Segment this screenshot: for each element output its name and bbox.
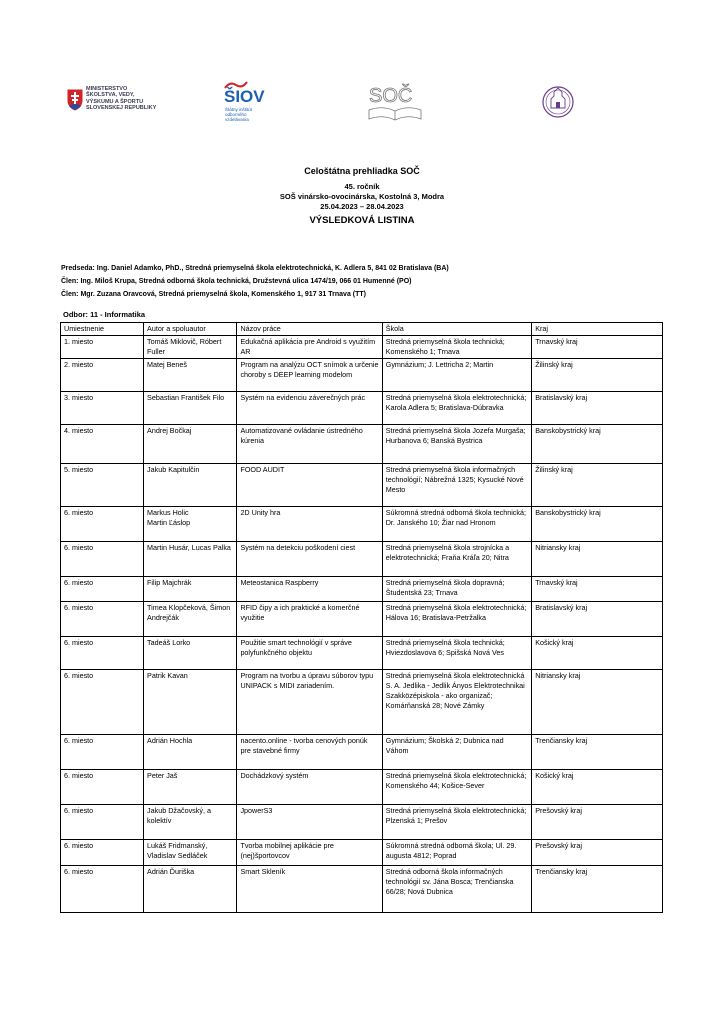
- cell-school: Stredná priemyselná škola dopravná; Študentská 23; Trnava: [382, 577, 531, 602]
- cell-work-title: RFID čipy a ich praktické a komerčné využitie: [237, 602, 382, 637]
- slovak-coat-of-arms-icon: [66, 88, 84, 112]
- table-row: [61, 840, 663, 866]
- cell-region: Bratislavský kraj: [532, 602, 663, 637]
- svg-text:SOČ: SOČ: [369, 85, 413, 107]
- cell-region: Trnavský kraj: [532, 336, 663, 359]
- table-row: [61, 770, 663, 805]
- cell-region: Nitriansky kraj: [532, 542, 663, 577]
- table-row: [61, 866, 663, 913]
- soc-book-icon: [363, 80, 427, 126]
- cell-school: Stredná priemyselná škola strojnícka a elektrotechnická; Fraňa Kráľa 20; Nitra: [382, 542, 531, 577]
- cell-school: Stredná priemyselná škola Jozefa Murgaša; Hurbanova 6; Banská Bystrica: [382, 425, 531, 464]
- seal-icon: [541, 80, 575, 126]
- header-author: Autor a spoluautor: [144, 323, 237, 336]
- cell-school: Súkromná stredná odborná škola technická; Dr. Janského 10; Žiar nad Hronom: [382, 507, 531, 542]
- cell-work-title: Systém na evidenciu záverečných prác: [237, 392, 382, 425]
- cell-school: Stredná priemyselná škola elektrotechnická; Komenského 44; Košice-Sever: [382, 770, 531, 805]
- committee-member: Člen: Ing. Miloš Krupa, Stredná odborná škola technická, Družstevná ulica 1474/19, 066 01 Humenné (PO): [61, 278, 412, 285]
- table-row: [61, 805, 663, 840]
- table-row: [61, 670, 663, 735]
- siov-logo-subtext: Štátny inštitút odborného vzdelávania: [225, 107, 253, 122]
- cell-placement: 6. miesto: [61, 866, 144, 913]
- header-region: Kraj: [532, 323, 663, 336]
- cell-author: Tomáš Miklovič, Róbert Fuller: [144, 336, 237, 359]
- committee-chair: Predseda: Ing. Daniel Adamko, PhD., Stredná priemyselná škola elektrotechnická, K. Adlera 5, 841 02 Bratislava (BA): [61, 265, 449, 272]
- cell-work-title: Edukačná aplikácia pre Android s využitím AR: [237, 336, 382, 359]
- committee-member: Člen: Mgr. Zuzana Oravcová, Stredná priemyselná škola, Komenského 1, 917 31 Trnava (TT): [61, 291, 366, 298]
- cell-work-title: nacento.online - tvorba cenových ponúk pre stavebné firmy: [237, 735, 382, 770]
- cell-work-title: Systém na detekciu poškodení ciest: [237, 542, 382, 577]
- cell-work-title: Automatizované ovládanie ústredného kúrenia: [237, 425, 382, 464]
- committee-list: [61, 262, 449, 301]
- cell-region: Nitriansky kraj: [532, 670, 663, 735]
- header-work-title: Názov práce: [237, 323, 382, 336]
- cell-placement: 3. miesto: [61, 392, 144, 425]
- cell-region: Trnavský kraj: [532, 577, 663, 602]
- table-row: [61, 336, 663, 359]
- cell-author: Martin Husár, Lucas Palka: [144, 542, 237, 577]
- cell-work-title: FOOD AUDIT: [237, 464, 382, 507]
- cell-placement: 6. miesto: [61, 637, 144, 670]
- table-row: [61, 464, 663, 507]
- cell-region: Prešovský kraj: [532, 805, 663, 840]
- cell-work-title: JpowerS3: [237, 805, 382, 840]
- results-table: [60, 322, 663, 913]
- cell-placement: 6. miesto: [61, 577, 144, 602]
- cell-school: Stredná priemyselná škola elektrotechnická; Plzenská 1; Prešov: [382, 805, 531, 840]
- cell-work-title: Program na analýzu OCT snímok a určenie choroby s DEEP learning modelom: [237, 359, 382, 392]
- cell-school: Stredná priemyselná škola technická; Hviezdoslavova 6; Spišská Nová Ves: [382, 637, 531, 670]
- section-label: Odbor: 11 - Informatika: [63, 310, 146, 319]
- cell-placement: 6. miesto: [61, 670, 144, 735]
- cell-author: Timea Klopčeková, Šimon Andrejčák: [144, 602, 237, 637]
- cell-region: Žilinský kraj: [532, 464, 663, 507]
- table-row: [61, 359, 663, 392]
- cell-region: Žilinský kraj: [532, 359, 663, 392]
- cell-author: Patrik Kavan: [144, 670, 237, 735]
- cell-work-title: Použitie smart technológií v správe polyfunkčného objektu: [237, 637, 382, 670]
- cell-school: Súkromná stredná odborná škola; Ul. 29. augusta 4812; Poprad: [382, 840, 531, 866]
- siov-logo-text: ŠIOV: [224, 87, 265, 106]
- cell-author: Markus Holic Martin Ľáslop: [144, 507, 237, 542]
- cell-placement: 4. miesto: [61, 425, 144, 464]
- cell-author: Jakub Kapitulčin: [144, 464, 237, 507]
- cell-placement: 6. miesto: [61, 542, 144, 577]
- cell-author: Andrej Bočkaj: [144, 425, 237, 464]
- cell-school: Stredná priemyselná škola technická; Komenského 1; Trnava: [382, 336, 531, 359]
- cell-region: Bratislavský kraj: [532, 392, 663, 425]
- cell-author: Sebastian František Filo: [144, 392, 237, 425]
- cell-region: Trenčiansky kraj: [532, 735, 663, 770]
- cell-author: Adrián Ďuriška: [144, 866, 237, 913]
- cell-placement: 6. miesto: [61, 735, 144, 770]
- cell-region: Košický kraj: [532, 637, 663, 670]
- cell-placement: 1. miesto: [61, 336, 144, 359]
- cell-work-title: Tvorba mobilnej aplikácie pre (nej)športovcov: [237, 840, 382, 866]
- document-title: Celoštátna prehliadka SOČ: [304, 166, 420, 176]
- cell-region: Košický kraj: [532, 770, 663, 805]
- cell-work-title: 2D Unity hra: [237, 507, 382, 542]
- cell-school: Stredná priemyselná škola informačných technológií; Nábrežná 1325; Kysucké Nové Mesto: [382, 464, 531, 507]
- cell-school: Gymnázium; Školská 2; Dubnica nad Váhom: [382, 735, 531, 770]
- cell-placement: 6. miesto: [61, 602, 144, 637]
- table-row: [61, 602, 663, 637]
- cell-author: Adrián Hochla: [144, 735, 237, 770]
- cell-school: Stredná priemyselná škola elektrotechnická; Hálova 16; Bratislava-Petržalka: [382, 602, 531, 637]
- table-row: [61, 425, 663, 464]
- cell-work-title: Meteostanica Raspberry: [237, 577, 382, 602]
- cell-school: Stredná priemyselná škola elektrotechnická S. A. Jedlika - Jedlik Ányos Elektrotechnikai Szakközépiskola - ako organizač; Komárňanská 28; Nové Zámky: [382, 670, 531, 735]
- siov-logo: [222, 80, 282, 126]
- cell-placement: 6. miesto: [61, 805, 144, 840]
- venue-line: SOŠ vinársko-ovocinárska, Kostolná 3, Modra: [279, 192, 445, 201]
- seal-logo: [541, 80, 575, 126]
- result-list-title: VÝSLEDKOVÁ LISTINA: [309, 215, 415, 226]
- dates-line: 25.04.2023 – 28.04.2023: [320, 202, 404, 211]
- cell-author: Peter Jaš: [144, 770, 237, 805]
- cell-placement: 5. miesto: [61, 464, 144, 507]
- cell-work-title: Smart Skleník: [237, 866, 382, 913]
- edition-line: 45. ročník: [344, 182, 380, 191]
- cell-region: Banskobystrický kraj: [532, 425, 663, 464]
- cell-work-title: Dochádzkový systém: [237, 770, 382, 805]
- cell-region: Trenčiansky kraj: [532, 866, 663, 913]
- header-placement: Umiestnenie: [61, 323, 144, 336]
- cell-placement: 6. miesto: [61, 840, 144, 866]
- cell-region: Banskobystrický kraj: [532, 507, 663, 542]
- header-school: Škola: [382, 323, 531, 336]
- cell-placement: 2. miesto: [61, 359, 144, 392]
- cell-placement: 6. miesto: [61, 770, 144, 805]
- cell-region: Prešovský kraj: [532, 840, 663, 866]
- cell-placement: 6. miesto: [61, 507, 144, 542]
- table-row: [61, 637, 663, 670]
- cell-author: Tadeáš Lorko: [144, 637, 237, 670]
- cell-school: Stredná odborná škola informačných technológií sv. Jána Bosca; Trenčianska 66/28; Nová Dubnica: [382, 866, 531, 913]
- soc-logo: [363, 80, 427, 126]
- cell-author: Filip Majchrák: [144, 577, 237, 602]
- cell-work-title: Program na tvorbu a úpravu súborov typu UNIPACK s MIDI zariadením.: [237, 670, 382, 735]
- table-row: [61, 542, 663, 577]
- cell-school: Stredná priemyselná škola elektrotechnická; Karola Adlera 5; Bratislava-Dúbravka: [382, 392, 531, 425]
- table-row: [61, 735, 663, 770]
- ministry-logo: [64, 84, 164, 122]
- cell-author: Lukáš Fridmanský, Vladislav Sedláček: [144, 840, 237, 866]
- table-row: [61, 507, 663, 542]
- cell-school: Gymnázium; J. Lettricha 2; Martin: [382, 359, 531, 392]
- ministry-logo-text: MINISTERSTVO ŠKOLSTVA, VEDY, VÝSKUMU A ŠPORTU SLOVENSKEJ REPUBLIKY: [86, 86, 157, 111]
- table-row: [61, 392, 663, 425]
- table-row: [61, 577, 663, 602]
- cell-author: Jakub Džačovský, a kolektív: [144, 805, 237, 840]
- cell-author: Matej Beneš: [144, 359, 237, 392]
- table-header-row: [61, 323, 663, 336]
